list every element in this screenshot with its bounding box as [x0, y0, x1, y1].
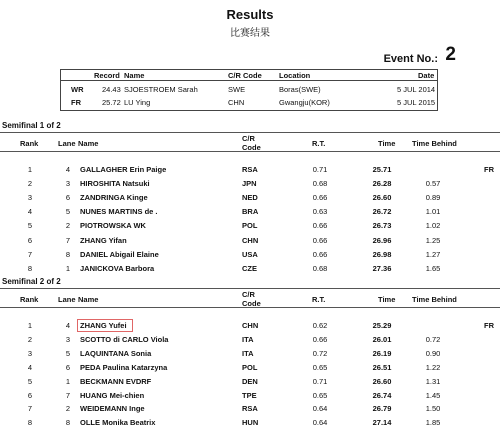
- cell-lane: 6: [65, 193, 71, 203]
- result-row: [0, 165, 500, 178]
- cell-rt: 0.66: [312, 221, 328, 231]
- cell-time: 25.29: [372, 321, 392, 330]
- cell-behind: 0.89: [425, 193, 441, 203]
- cell-rt: 0.72: [312, 348, 328, 358]
- cell-rank: 6: [27, 235, 33, 245]
- event-label: Event No.:: [383, 53, 438, 65]
- result-row: [0, 349, 500, 362]
- result-row: [0, 236, 500, 249]
- cell-name: JANICKOVA Barbora: [80, 263, 155, 273]
- cell-lane: 2: [65, 221, 71, 231]
- cell-time: 27.14: [372, 418, 392, 428]
- cell-code: POL: [242, 362, 258, 372]
- records-divider: [60, 80, 438, 81]
- cell-time: 26.60: [372, 376, 392, 386]
- cell-behind: 1.22: [425, 362, 441, 372]
- cell-code: BRA: [242, 207, 259, 217]
- record-date: 5 JUL 2014: [397, 85, 436, 94]
- page-title: Results: [226, 7, 274, 22]
- cell-behind: 1.50: [425, 404, 441, 414]
- cell-name: NUNES MARTINS de .: [80, 207, 158, 217]
- cell-behind: 1.02: [425, 221, 441, 231]
- cell-code: ITA: [242, 334, 254, 344]
- page-subtitle: 比赛结果: [230, 28, 270, 39]
- cell-name: BECKMANN EVDRF: [80, 376, 152, 386]
- cell-time: 26.19: [372, 348, 392, 358]
- cell-rank: 1: [27, 321, 33, 330]
- cell-rank: 5: [27, 221, 33, 231]
- cell-rt: 0.64: [312, 418, 328, 428]
- cell-record: FR: [484, 165, 494, 174]
- cell-code: TPE: [242, 390, 257, 400]
- col-code: Code: [242, 299, 261, 308]
- cell-lane: 2: [65, 404, 71, 414]
- cell-code: CHN: [242, 321, 259, 330]
- cell-code: ITA: [242, 348, 254, 358]
- cell-time: 26.01: [372, 334, 392, 344]
- cell-name: HUANG Mei-chien: [80, 390, 145, 400]
- cell-rt: 0.65: [312, 362, 328, 372]
- cell-rank: 4: [27, 362, 33, 372]
- cell-behind: 1.31: [425, 376, 441, 386]
- event-number: 2: [445, 44, 456, 65]
- cell-rt: 0.66: [312, 249, 328, 259]
- record-date: 5 JUL 2015: [397, 98, 436, 107]
- cell-name: PIOTROWSKA WK: [80, 221, 146, 231]
- cell-code: DEN: [242, 376, 258, 386]
- result-row: [0, 321, 500, 334]
- record-name: SJOESTROEM Sarah: [124, 85, 198, 94]
- cell-behind: 0.72: [425, 334, 441, 344]
- col-rt: R.T.: [312, 139, 326, 148]
- cell-time: 26.79: [372, 404, 392, 414]
- cell-time: 26.28: [372, 179, 392, 189]
- cell-lane: 7: [65, 235, 71, 245]
- col-time: Time: [378, 295, 396, 304]
- cell-behind: 1.65: [425, 263, 441, 273]
- result-row: [0, 221, 500, 234]
- cell-lane: 5: [65, 348, 71, 358]
- cell-rank: 1: [27, 165, 33, 174]
- result-row: [0, 391, 500, 404]
- cell-behind: 1.45: [425, 390, 441, 400]
- cell-name: ZHANG Yifan: [80, 235, 127, 245]
- cell-rank: 4: [27, 207, 33, 217]
- cell-rank: 7: [27, 249, 33, 259]
- cell-code: RSA: [242, 404, 258, 414]
- result-row: [0, 377, 500, 390]
- cell-time: 25.71: [372, 165, 392, 174]
- records-col-name: Name: [124, 71, 145, 80]
- cell-rt: 0.65: [312, 390, 328, 400]
- semifinal-1-header: [0, 132, 500, 152]
- col-time-behind: Time Behind: [412, 139, 457, 148]
- cell-lane: 7: [65, 390, 71, 400]
- cell-code: POL: [242, 221, 258, 231]
- cell-lane: 1: [65, 376, 71, 386]
- result-row: [0, 207, 500, 220]
- cell-rank: 3: [27, 193, 33, 203]
- cell-name: SCOTTO di CARLO Viola: [80, 334, 169, 344]
- cell-name: WEIDEMANN Inge: [80, 404, 145, 414]
- result-row: [0, 193, 500, 206]
- cell-rank: 2: [27, 179, 33, 189]
- cell-rt: 0.66: [312, 193, 328, 203]
- cell-rank: 2: [27, 334, 33, 344]
- col-lane: Lane: [58, 295, 76, 304]
- cell-rt: 0.64: [312, 404, 328, 414]
- cell-rank: 8: [27, 263, 33, 273]
- col-name: Name: [78, 139, 99, 148]
- cell-lane: 4: [65, 321, 71, 330]
- cell-name: DANIEL Abigail Elaine: [80, 249, 159, 259]
- cell-code: HUN: [242, 418, 259, 428]
- cell-rank: 8: [27, 418, 33, 428]
- records-col-location: Location: [279, 71, 311, 80]
- cell-time: 26.74: [372, 390, 392, 400]
- col-rank: Rank: [20, 139, 39, 148]
- record-code: SWE: [228, 85, 246, 94]
- result-row: [0, 335, 500, 348]
- result-row: [0, 264, 500, 277]
- records-col-date: Date: [418, 71, 435, 80]
- col-time-behind: Time Behind: [412, 295, 457, 304]
- cell-record: FR: [484, 321, 494, 330]
- cell-time: 26.60: [372, 193, 392, 203]
- result-row: [0, 418, 500, 431]
- cell-name: HIROSHITA Natsuki: [80, 179, 150, 189]
- cell-rank: 3: [27, 348, 33, 358]
- cell-behind: 1.85: [425, 418, 441, 428]
- cell-code: NED: [242, 193, 258, 203]
- cell-behind: 1.25: [425, 235, 441, 245]
- cell-time: 27.36: [372, 263, 392, 273]
- cell-time: 26.72: [372, 207, 392, 217]
- record-location: Boras(SWE): [279, 85, 321, 94]
- result-row: [0, 363, 500, 376]
- result-row: [0, 404, 500, 417]
- record-type: WR: [71, 85, 84, 94]
- col-lane: Lane: [58, 139, 76, 148]
- cell-lane: 8: [65, 418, 71, 428]
- cell-behind: 0.90: [425, 348, 441, 358]
- semifinal-1-title: Semifinal 1 of 2: [2, 121, 61, 130]
- col-rank: Rank: [20, 295, 39, 304]
- cell-rank: 6: [27, 390, 33, 400]
- cell-time: 26.73: [372, 221, 392, 231]
- cell-rt: 0.71: [312, 165, 328, 174]
- record-name: LU Ying: [124, 98, 151, 107]
- cell-name: LAQUINTANA Sonia: [80, 348, 152, 358]
- cell-behind: 1.01: [425, 207, 441, 217]
- cell-lane: 4: [65, 165, 71, 174]
- cell-lane: 5: [65, 207, 71, 217]
- col-time: Time: [378, 139, 396, 148]
- cell-name: GALLAGHER Erin Paige: [80, 165, 167, 174]
- cell-name: ZANDRINGA Kinge: [80, 193, 148, 203]
- cell-code: CHN: [242, 235, 259, 245]
- cell-lane: 3: [65, 334, 71, 344]
- cell-rank: 5: [27, 376, 33, 386]
- cell-name: ZHANG Yufei: [80, 321, 127, 330]
- cell-code: JPN: [242, 179, 257, 189]
- result-row: [0, 179, 500, 192]
- col-cr: C/R: [242, 290, 255, 299]
- record-time: 24.43: [102, 85, 121, 94]
- cell-name: OLLE Monika Beatrix: [80, 418, 156, 428]
- col-rt: R.T.: [312, 295, 326, 304]
- record-type: FR: [71, 98, 81, 107]
- cell-rt: 0.68: [312, 179, 328, 189]
- cell-lane: 8: [65, 249, 71, 259]
- cell-rt: 0.68: [312, 263, 328, 273]
- cell-rt: 0.66: [312, 334, 328, 344]
- cell-time: 26.98: [372, 249, 392, 259]
- cell-rt: 0.63: [312, 207, 328, 217]
- cell-code: USA: [242, 249, 258, 259]
- cell-rt: 0.66: [312, 235, 328, 245]
- cell-code: CZE: [242, 263, 257, 273]
- record-time: 25.72: [102, 98, 121, 107]
- records-col-record: Record: [94, 71, 120, 80]
- result-row: [0, 250, 500, 263]
- record-location: Gwangju(KOR): [279, 98, 330, 107]
- cell-lane: 1: [65, 263, 71, 273]
- cell-lane: 6: [65, 362, 71, 372]
- cell-rt: 0.62: [312, 321, 328, 330]
- cell-lane: 3: [65, 179, 71, 189]
- cell-time: 26.96: [372, 235, 392, 245]
- cell-behind: 1.27: [425, 249, 441, 259]
- col-cr: C/R: [242, 134, 255, 143]
- record-code: CHN: [228, 98, 245, 107]
- cell-rt: 0.71: [312, 376, 328, 386]
- cell-behind: 0.57: [425, 179, 441, 189]
- cell-name: PEDA Paulina Katarzyna: [80, 362, 168, 372]
- cell-code: RSA: [242, 165, 258, 174]
- records-col-code: C/R Code: [228, 71, 262, 80]
- semifinal-2-header: [0, 288, 500, 308]
- cell-rank: 7: [27, 404, 33, 414]
- col-code: Code: [242, 143, 261, 152]
- semifinal-2-title: Semifinal 2 of 2: [2, 277, 61, 286]
- col-name: Name: [78, 295, 99, 304]
- cell-time: 26.51: [372, 362, 392, 372]
